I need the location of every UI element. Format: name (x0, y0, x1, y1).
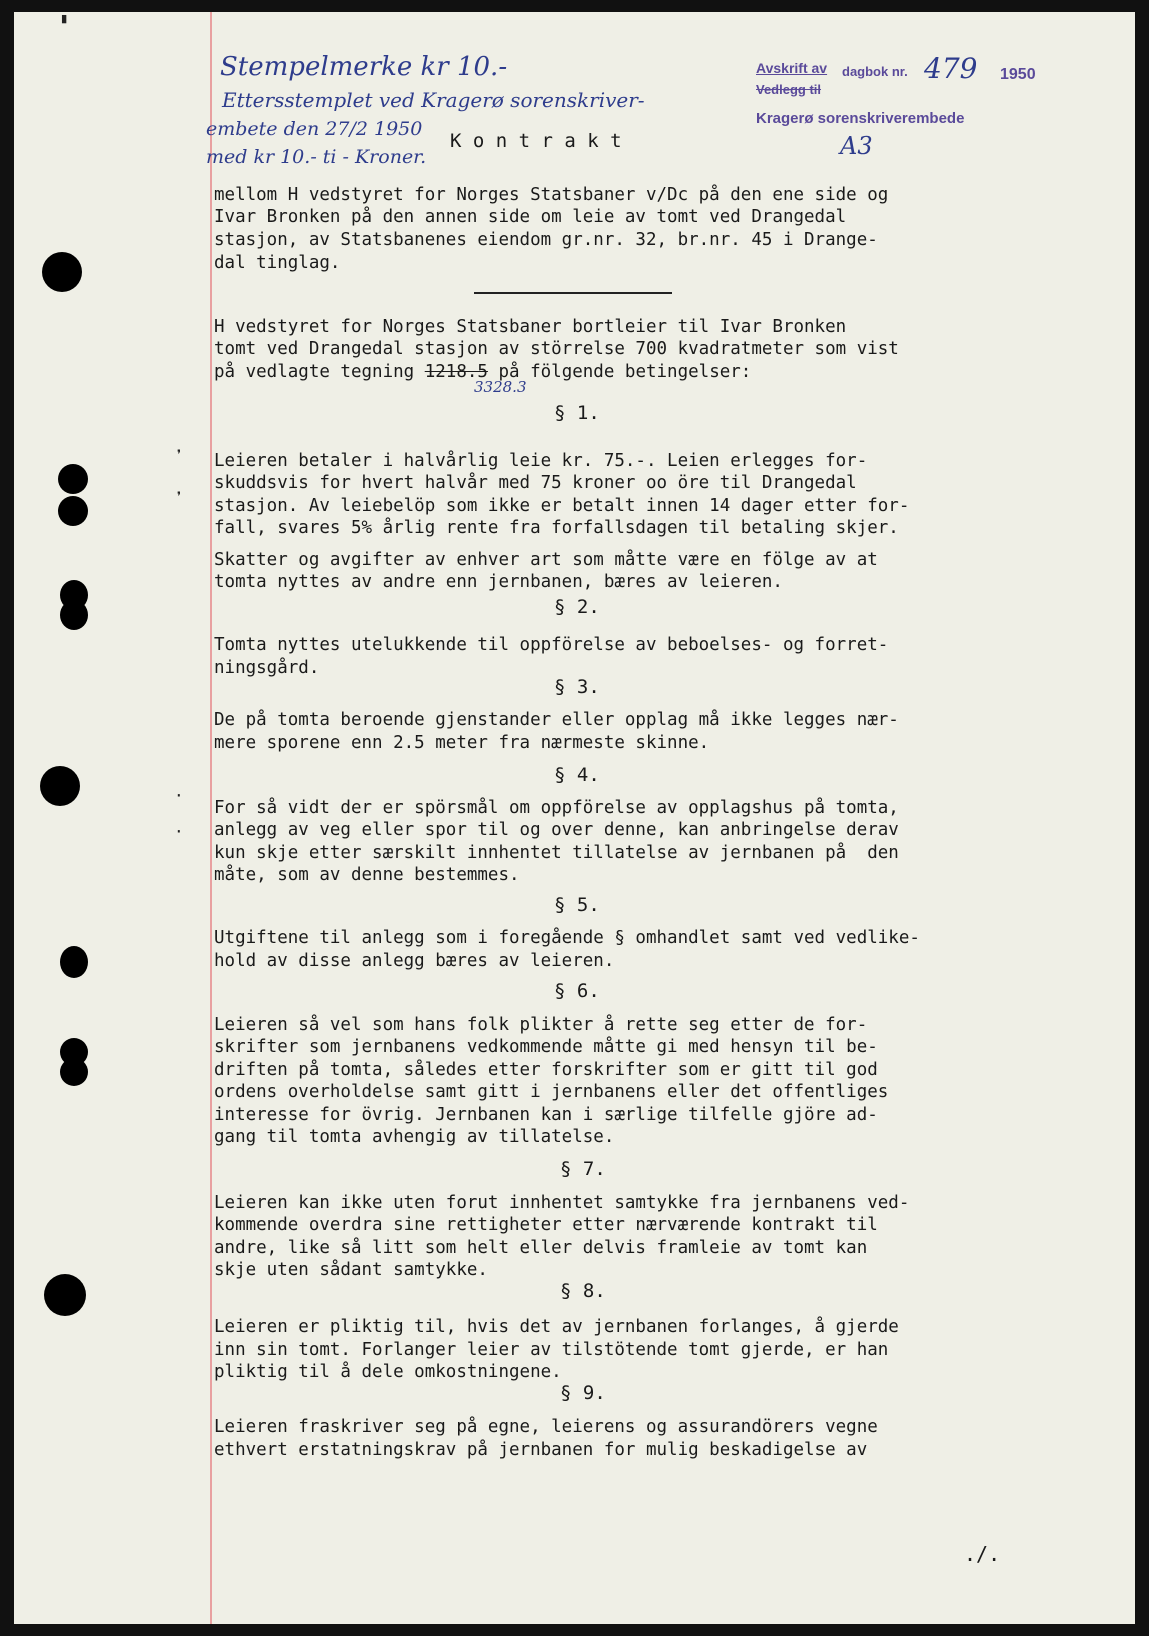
section-6-line: skrifter som jernbanens vedkommende måtte gi med hensyn til be- (214, 1037, 878, 1057)
section-heading-9: § 9. (560, 1382, 606, 1404)
section-6-line: interesse for övrig. Jernbanen kan i særlige tilfelle gjöre ad- (214, 1105, 878, 1125)
section-7-line: Leieren kan ikke uten forut innhentet samtykke fra jernbanens ved- (214, 1193, 910, 1213)
scan-mark: ▘ (62, 16, 71, 32)
section-heading-4: § 4. (554, 764, 600, 786)
handwritten-initials: A3 (840, 132, 873, 160)
scan-mark: ❜ (174, 488, 184, 507)
section-7-line: kommende overdra sine rettigheter etter nærværende kontrakt til (214, 1215, 878, 1235)
stamp-office: Kragerø sorenskriverembede (756, 110, 965, 127)
punch-hole (60, 600, 88, 630)
intro-line: dal tinglag. (214, 253, 341, 273)
section-4-line: kun skje etter særskilt innhentet tillatelse av jernbanen på den (214, 843, 899, 863)
section-6-line: ordens overholdelse samt gitt i jernbanens eller det offentliges (214, 1082, 889, 1102)
struck-drawing-ref: 1218.5 (424, 362, 488, 382)
section-2-line: ningsgård. (214, 658, 320, 678)
punch-hole (60, 946, 88, 978)
section-5-line: Utgiftene til anlegg som i foregående § omhandlet samt ved vedlike- (214, 928, 920, 948)
intro-line: Ivar Bronken på den annen side om leie av tomt ved Drangedal (214, 207, 847, 227)
section-6-line: gang til tomta avhengig av tillatelse. (214, 1127, 615, 1147)
scan-mark: · (174, 822, 184, 841)
section-3-line: De på tomta beroende gjenstander eller opplag må ikke legges nær- (214, 710, 899, 730)
stamp-dagbok: dagbok nr. (842, 64, 908, 79)
section-5-line: hold av disse anlegg bæres av leieren. (214, 951, 615, 971)
scan-mark: · (174, 786, 184, 805)
section-9-line: ethvert erstatningskrav på jernbanen for mulig beskadigelse av (214, 1440, 868, 1460)
section-1-line: tomta nyttes av andre enn jernbanen, bæres av leieren. (214, 572, 783, 592)
stamp-year: 1950 (1000, 66, 1036, 83)
preamble-line: tomt ved Drangedal stasjon av störrelse 700 kvadratmeter som vist (214, 339, 899, 359)
section-heading-7: § 7. (560, 1158, 606, 1180)
section-heading-1: § 1. (554, 402, 600, 424)
section-1-line: Leieren betaler i halvårlig leie kr. 75.-. Leien erlegges for- (214, 451, 868, 471)
intro-line: stasjon, av Statsbanenes eiendom gr.nr. 32, br.nr. 45 i Drange- (214, 230, 878, 250)
section-4-line: anlegg av veg eller spor til og over denne, kan anbringelse derav (214, 820, 899, 840)
handwritten-note-line3: embete den 27/2 1950 (206, 118, 423, 140)
section-heading-2: § 2. (554, 596, 600, 618)
stamp-avskrift: Avskrift av (756, 60, 828, 76)
section-6-line: Leieren så vel som hans folk plikter å rette seg etter de for- (214, 1015, 868, 1035)
punch-hole (58, 496, 88, 526)
section-8-line: inn sin tomt. Forlanger leier av tilstötende tomt gjerde, er han (214, 1340, 889, 1360)
section-heading-5: § 5. (554, 894, 600, 916)
section-4-line: For så vidt der er spörsmål om oppförelse av opplagshus på tomta, (214, 798, 899, 818)
section-7-line: skje uten sådant samtykke. (214, 1260, 488, 1280)
preamble-line: på vedlagte tegning 1218.5 på fölgende betingelser: (214, 362, 752, 382)
divider-rule (474, 292, 672, 294)
section-1-line: Skatter og avgifter av enhver art som måtte være en fölge av at (214, 550, 878, 570)
stamp-vedlegg: Vedlegg til (756, 82, 822, 97)
intro-line: mellom H vedstyret for Norges Statsbaner v/Dc på den ene side og (214, 185, 889, 205)
handwritten-drawing-ref: 3328.3 (474, 378, 527, 396)
punch-hole (44, 1274, 86, 1316)
section-3-line: mere sporene enn 2.5 meter fra nærmeste skinne. (214, 733, 710, 753)
section-heading-6: § 6. (554, 980, 600, 1002)
section-9-line: Leieren fraskriver seg på egne, leierens og assurandörers vegne (214, 1417, 878, 1437)
section-heading-8: § 8. (560, 1280, 606, 1302)
punch-hole (60, 1058, 88, 1086)
dagbok-number: 479 (924, 52, 978, 85)
section-6-line: driften på tomta, således etter forskrifter som er gitt til god (214, 1060, 878, 1080)
preamble-line: H vedstyret for Norges Statsbaner bortleier til Ivar Bronken (214, 317, 847, 337)
scan-mark: ❜ (174, 446, 184, 465)
section-1-line: skuddsvis for hvert halvår med 75 kroner oo öre til Drangedal (214, 473, 857, 493)
document-page (14, 12, 1135, 1624)
handwritten-note-line4: med kr 10.- ti - Kroner. (206, 146, 427, 168)
section-7-line: andre, like så litt som helt eller delvis framleie av tomt kan (214, 1238, 868, 1258)
punch-hole (40, 766, 80, 806)
section-heading-3: § 3. (554, 676, 600, 698)
handwritten-note-line2: Ettersstemplet ved Kragerø sorenskriver- (222, 88, 645, 112)
margin-line (210, 12, 212, 1624)
section-1-line: stasjon. Av leiebelöp som ikke er betalt innen 14 dager etter for- (214, 496, 910, 516)
continuation-mark: ./. (964, 1542, 1001, 1566)
document-title: K o n t r a k t (450, 130, 622, 152)
section-8-line: Leieren er pliktig til, hvis det av jernbanen forlanges, å gjerde (214, 1317, 899, 1337)
handwritten-note-line1: Stempelmerke kr 10.- (220, 52, 508, 82)
section-1-line: fall, svares 5% årlig rente fra forfallsdagen til betaling skjer. (214, 518, 899, 538)
section-2-line: Tomta nyttes utelukkende til oppförelse av beboelses- og forret- (214, 635, 889, 655)
punch-hole (42, 252, 82, 292)
section-4-line: måte, som av denne bestemmes. (214, 865, 520, 885)
punch-hole (58, 464, 88, 494)
section-8-line: pliktig til å dele omkostningene. (214, 1362, 562, 1382)
